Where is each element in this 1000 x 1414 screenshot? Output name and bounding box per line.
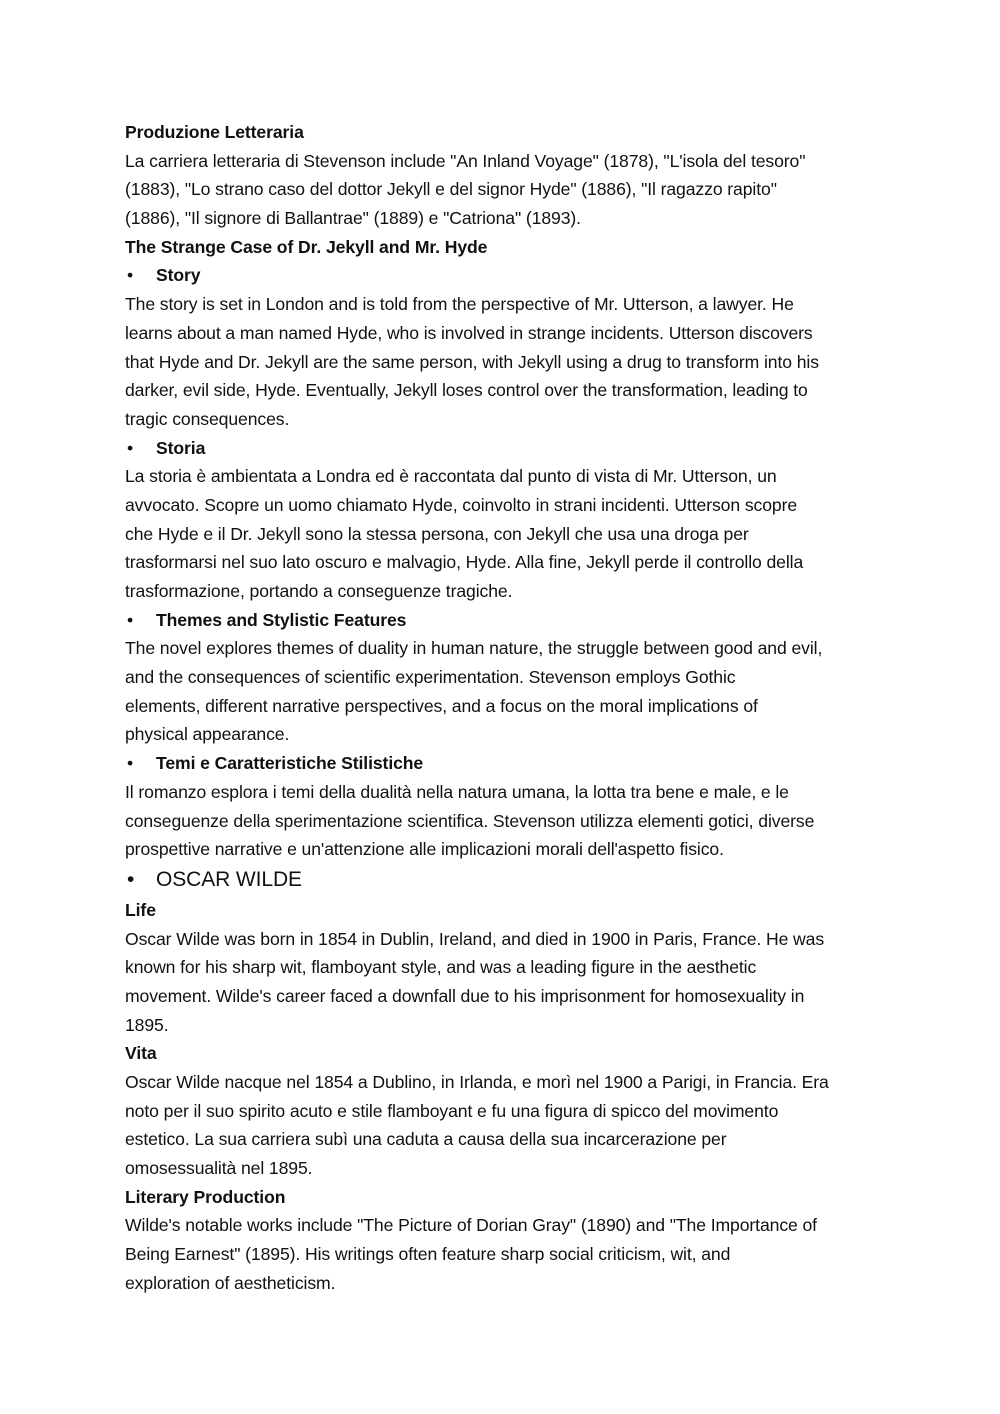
paragraph-line: that Hyde and Dr. Jekyll are the same person, with Jekyll using a drug to transform into his <box>125 351 819 372</box>
paragraph-line: omosessualità nel 1895. <box>125 1158 313 1179</box>
bullet-heading-label: Temi e Caratteristiche Stilistiche <box>156 753 424 774</box>
paragraph-line: darker, evil side, Hyde. Eventually, Jekyll loses control over the transformation, leading to <box>125 380 808 401</box>
bullet-heading-temi <box>125 749 910 778</box>
paragraph-story <box>125 290 910 433</box>
paragraph-line: tragic consequences. <box>125 408 290 429</box>
paragraph-line: elements, different narrative perspectives, and a focus on the moral implications of <box>125 695 758 716</box>
paragraph-line: and the consequences of scientific experimentation. Stevenson employs Gothic <box>125 667 736 688</box>
paragraph-line: estetico. La sua carriera subì una caduta a causa della sua incarcerazione per <box>125 1129 727 1150</box>
bullet-icon: • <box>127 265 134 286</box>
paragraph-line: Il romanzo esplora i temi della dualità nella natura umana, la lotta tra bene e male, e le <box>125 781 789 802</box>
paragraph-line: Wilde's notable works include "The Picture of Dorian Gray" (1890) and "The Importance of <box>125 1215 817 1236</box>
paragraph-line: The novel explores themes of duality in human nature, the struggle between good and evil, <box>125 638 823 659</box>
paragraph-line: (1883), "Lo strano caso del dottor Jekyll e del signor Hyde" (1886), "Il ragazzo rapito" <box>125 179 777 200</box>
bullet-heading-story <box>125 261 910 290</box>
bullet-heading-label: Story <box>156 265 201 286</box>
paragraph-line: La storia è ambientata a Londra ed è raccontata dal punto di vista di Mr. Utterson, un <box>125 466 777 487</box>
paragraph-line: 1895. <box>125 1014 169 1035</box>
paragraph-line: prospettive narrative e un'attenzione alle implicazioni morali dell'aspetto fisico. <box>125 839 724 860</box>
paragraph-line: trasformarsi nel suo lato oscuro e malvagio, Hyde. Alla fine, Jekyll perde il controllo della <box>125 552 804 573</box>
paragraph-line: movement. Wilde's career faced a downfall due to his imprisonment for homosexuality in <box>125 985 805 1006</box>
bullet-heading-storia <box>125 434 910 463</box>
bullet-heading-label: Storia <box>156 437 206 458</box>
paragraph-themes <box>125 634 910 749</box>
paragraph-line: Oscar Wilde was born in 1854 in Dublin, Ireland, and died in 1900 in Paris, France. He was <box>125 928 825 949</box>
paragraph-line: learns about a man named Hyde, who is involved in strange incidents. Utterson discovers <box>125 322 813 343</box>
paragraph-temi <box>125 778 910 864</box>
bullet-icon: • <box>127 609 134 630</box>
paragraph-line: Being Earnest" (1895). His writings often feature sharp social criticism, wit, and <box>125 1244 731 1265</box>
section-heading-life: Life <box>125 899 156 920</box>
bullet-heading-themes <box>125 606 910 635</box>
paragraph-line: avvocato. Scopre un uomo chiamato Hyde, coinvolto in strani incidenti. Utterson scopre <box>125 494 798 515</box>
bullet-icon: • <box>127 437 134 458</box>
bullet-heading-label: Themes and Stylistic Features <box>156 609 407 630</box>
paragraph-literary-production <box>125 1211 910 1297</box>
paragraph-line: che Hyde e il Dr. Jekyll sono la stessa persona, con Jekyll che usa una droga per <box>125 523 749 544</box>
bullet-heading-oscar-wilde <box>125 864 910 896</box>
paragraph-line: (1886), "Il signore di Ballantrae" (1889) e "Catriona" (1893). <box>125 208 581 229</box>
bullet-icon: • <box>127 867 135 891</box>
paragraph-line: Oscar Wilde nacque nel 1854 a Dublino, in Irlanda, e morì nel 1900 a Parigi, in Francia. Era <box>125 1072 829 1092</box>
section-heading-strange-case: The Strange Case of Dr. Jekyll and Mr. Hyde <box>125 236 488 257</box>
paragraph-line: noto per il suo spirito acuto e stile flamboyant e fu una figura di spicco del movimento <box>125 1100 779 1121</box>
paragraph-life <box>125 925 910 1040</box>
paragraph-line: trasformazione, portando a conseguenze tragiche. <box>125 581 513 601</box>
section-heading-produzione: Produzione Letteraria <box>125 122 304 142</box>
section-heading-vita: Vita <box>125 1043 157 1064</box>
paragraph-line: conseguenze della sperimentazione scientifica. Stevenson utilizza elementi gotici, diverse <box>125 810 815 831</box>
paragraph-line: The story is set in London and is told from the perspective of Mr. Utterson, a lawyer. He <box>125 294 794 315</box>
paragraph-line: exploration of aestheticism. <box>125 1272 336 1293</box>
bullet-heading-label: OSCAR WILDE <box>156 867 302 891</box>
paragraph-line: La carriera letteraria di Stevenson include "An Inland Voyage" (1878), "L'isola del tesoro" <box>125 150 806 171</box>
paragraph-vita <box>125 1068 910 1183</box>
paragraph-produzione <box>125 147 910 233</box>
paragraph-line: physical appearance. <box>125 724 290 745</box>
paragraph-storia <box>125 462 910 605</box>
bullet-icon: • <box>127 753 134 774</box>
paragraph-line: known for his sharp wit, flamboyant style, and was a leading figure in the aesthetic <box>125 957 757 978</box>
section-heading-literary-production: Literary Production <box>125 1186 286 1207</box>
